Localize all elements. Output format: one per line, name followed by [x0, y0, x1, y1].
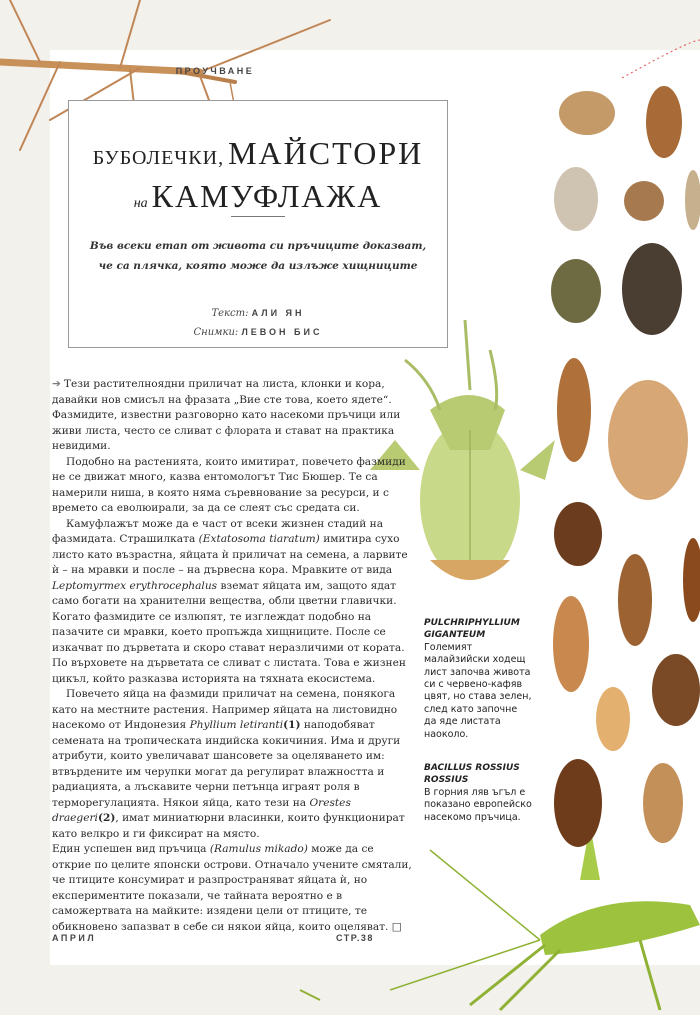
egg-specimen	[683, 538, 700, 622]
text-credit-label: Текст:	[211, 308, 249, 319]
body-paragraph	[52, 377, 412, 455]
body-paragraph	[52, 687, 412, 842]
egg-specimen	[608, 380, 688, 500]
egg-specimen	[685, 170, 700, 230]
species-name: Phyllium letiranti	[189, 719, 284, 731]
egg-specimen	[624, 181, 664, 221]
body-paragraph: Подобно на растенията, които имитират, повечето фазмиди не се движат много, казва ентомологът Тис Бюшер. Те са намерили ниша, в която няма съревнование за ресурси, и с времето са еволюирали, за да се слеят със средата си.	[52, 455, 406, 514]
caption-text: Големият малайзийски ходещ лист започва живота си с червено-кафяв цвят, но става зелен, след като започне да яде листата наоколо.	[424, 641, 532, 740]
caption-text: В горния ляв ъгъл е показано европейско насекомо пръчица.	[424, 786, 532, 823]
caption-leaf-insect	[424, 617, 532, 741]
title-word-1: БУБОЛЕЧКИ,	[92, 147, 225, 169]
body-paragraph	[52, 842, 412, 935]
deck-line-1: Във всеки етап от живота си пръчиците доказват,	[89, 240, 427, 252]
egg-specimen	[652, 654, 700, 726]
article-body	[52, 377, 412, 935]
footer-page-number: СТР.38	[336, 933, 374, 943]
egg-specimen	[551, 259, 601, 323]
paragraph-text: Тези растителноядни приличат на листа, клонки и кора, давайки нов смисъл на фразата „Вие сте това, което ядете“. Фазмидите, известни разговорно като насекоми пръчици или живи листа, често се сливат с флората и стават на практика невидими.	[52, 378, 401, 452]
paragraph-text: наподобяват семената на тропическата индийска кокичиния. Има и други атрибути, които увеличават шансовете за оцеляването им: втвърдените им черупки могат да регулират влажността и радиацията, а лъскавите черни петънца играят роля в терморегулацията. Някои яйца, като тези на	[52, 719, 401, 809]
paragraph-text: Един успешен вид пръчица	[52, 843, 210, 855]
end-mark-icon: □	[391, 920, 402, 933]
egg-specimen	[622, 243, 682, 335]
paragraph-text: Камуфлажът може да е част от всеки жизнен стадий на фазмидата. Страшилката	[52, 517, 384, 545]
egg-specimen	[554, 167, 598, 231]
egg-specimen	[554, 502, 602, 566]
footer-month: АПРИЛ	[52, 933, 97, 943]
title-word-2: МАЙСТОРИ	[228, 135, 424, 171]
species-name: Leptomyrmex erythrocephalus	[52, 579, 218, 592]
egg-specimen	[557, 358, 591, 462]
species-name: (Extatosoma tiaratum)	[198, 533, 320, 545]
arrow-icon: ➔	[52, 378, 61, 390]
egg-specimen	[559, 91, 615, 135]
paragraph-text: вземат яйцата им, защото ядат само богати на хранителни вещества, обли цветни главички. Когато фазмидите се излюпят, те изглеждат подобно на пазачите си мравки, което пропъжда хищниците. После се изкачват по дърветата и скоро стават неразличими от кората. По върховете на дърветата се сливат с листата. Това е жизнен цикъл, който разказва историята на тяхната екосистема.	[52, 579, 406, 685]
species-name: (Ramulus mikado)	[209, 843, 308, 855]
egg-specimen	[553, 596, 589, 692]
caption-heading: BACILLUS ROSSIUS ROSSIUS	[424, 763, 520, 786]
egg-specimen	[643, 763, 683, 843]
body-paragraph	[52, 517, 412, 688]
egg-specimen	[554, 759, 602, 847]
deck-line-2: че са плячка, която може да излъже хищниците	[98, 260, 418, 272]
photo-credit-label: Снимки:	[193, 327, 239, 338]
caption-stick-insect	[424, 762, 532, 824]
photo-credit-name: ЛЕВОН БИС	[241, 327, 323, 337]
egg-specimen	[646, 86, 682, 158]
paragraph-text: Повечето яйца на фазмиди приличат на семена, понякога като на местните растения. Например яйцата на листовидно насекомо от Индонезия	[52, 688, 398, 731]
figure-reference: (2)	[97, 812, 116, 824]
title-word-4: КАМУФЛАЖА	[151, 178, 383, 214]
section-label: ПРОУЧВАНЕ	[175, 66, 255, 76]
figure-reference: (1)	[283, 719, 301, 731]
paragraph-text: може да се открие по целите японски острови. Отначало учените смятали, че птиците консумират и разпространяват яйцата ѝ, но експериментите показали, че тайната вероятно е в саможертвата на майките: изядени цели от птиците, те обикновено запазват в себе си някои яйца, които оцеляват.	[52, 843, 412, 933]
caption-heading: PULCHRIPHYLLIUM GIGANTEUM	[424, 618, 520, 641]
egg-specimen	[618, 554, 652, 646]
paragraph-text: , имат миниатюрни власинки, които функционират като велкро и ги фиксират на място.	[52, 812, 405, 840]
paragraph-text: имитира сухо листо като възрастна, яйцата ѝ приличат на семена, а ларвите ѝ – на мравки и после – на дървесна кора. Мравките от вида	[52, 533, 408, 576]
egg-specimen	[596, 687, 630, 751]
species-name: Orestes draegeri	[52, 796, 351, 824]
title-word-3: на	[133, 196, 148, 211]
text-credit-name: АЛИ ЯН	[251, 308, 305, 318]
